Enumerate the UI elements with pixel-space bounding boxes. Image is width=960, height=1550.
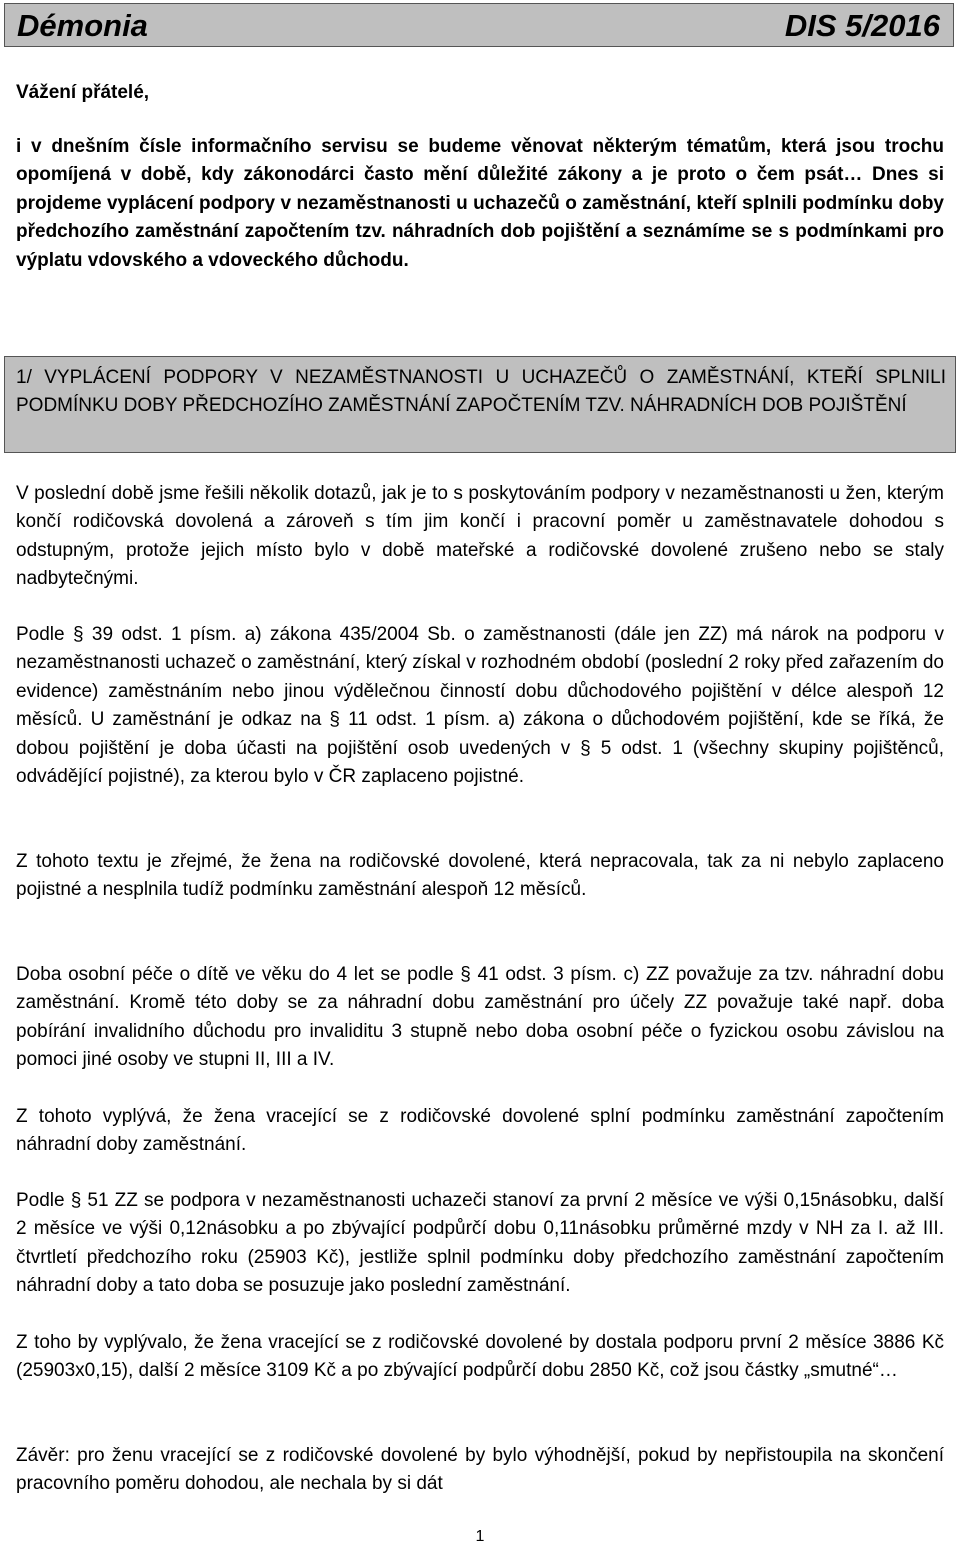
section-heading-box [4, 356, 956, 453]
intro-paragraph: i v dnešním čísle informačního servisu se budeme věnovat některým tématům, která jsou trochu opomíjená v době, kdy zákonodárci často mění důležité zákony a je proto o čem psát… Dnes si projdeme vyplácení podpory v nezaměstnanosti u uchazečů o zaměstnání, kteří splnili podmínku doby předchozího zaměstnání započtením tzv. náhradních dob pojištění a seznámíme se s podmínkami pro výplatu vdovského a vdoveckého důchodu. [16, 136, 944, 271]
salutation: Vážení přátelé, [16, 82, 150, 103]
page-number: 1 [475, 1528, 485, 1545]
paragraph-6: Podle § 51 ZZ se podpora v nezaměstnanosti uchazeči stanoví za první 2 měsíce ve výši 0,15násobku, další 2 měsíce ve výši 0,12násobku a po zbývající podpůrčí dobu 0,11násobku průměrné mzdy v NH za I. až III. čtvrtletí předchozího roku (25903 Kč), jestliže splnil podmínku doby předchozího zaměstnání započtením náhradní doby a tato doba se posuzuje jako poslední zaměstnání. [16, 1190, 944, 1297]
paragraph-8: Závěr: pro ženu vracející se z rodičovské dovolené by bylo výhodnější, pokud by nepřistoupila na skončení pracovního poměru dohodou, ale nechala by si dát [16, 1445, 944, 1495]
paragraph-5: Z tohoto vyplývá, že žena vracející se z rodičovské dovolené splní podmínku zaměstnání započtením náhradní doby zaměstnání. [16, 1106, 944, 1156]
paragraph-7: Z toho by vyplývalo, že žena vracející se z rodičovské dovolené by dostala podporu první 2 měsíce 3886 Kč (25903x0,15), další 2 měsíce 3109 Kč a po zbývající podpůrčí dobu 2850 Kč, což jsou částky „smutné“… [16, 1332, 944, 1382]
newsletter-title: Démonia [17, 8, 148, 43]
newsletter-header [4, 3, 954, 47]
section-heading: 1/ VYPLÁCENÍ PODPORY V NEZAMĚSTNANOSTI U UCHAZEČŮ O ZAMĚSTNÁNÍ, KTEŘÍ SPLNILI PODMÍNKU DOBY PŘEDCHOZÍHO ZAMĚSTNÁNÍ ZAPOČTENÍM TZV. NÁHRADNÍCH DOB POJIŠTĚNÍ [16, 367, 946, 417]
paragraph-3: Z tohoto textu je zřejmé, že žena na rodičovské dovolené, která nepracovala, tak za ni nebylo zaplaceno pojistné a nesplnila tudíž podmínku zaměstnání alespoň 12 měsíců. [16, 851, 944, 901]
paragraph-2: Podle § 39 odst. 1 písm. a) zákona 435/2004 Sb. o zaměstnanosti (dále jen ZZ) má nárok na podporu v nezaměstnanosti uchazeč o zaměstnání, který získal v rozhodném období (poslední 2 roky před zařazením do evidence) zaměstnáním nebo jinou výdělečnou činností dobu důchodového pojištění v délce alespoň 12 měsíců. U zaměstnání je odkaz na § 11 odst. 1 písm. a) zákona o důchodovém pojištění, kde se říká, že dobou pojištění je doba účasti na pojištění osob uvedených v § 5 odst. 1 (všechny skupiny pojištěnců, odvádějící pojistné), za kterou bylo v ČR zaplaceno pojistné. [16, 624, 944, 788]
paragraph-1: V poslední době jsme řešili několik dotazů, jak je to s poskytováním podpory v nezaměstnanosti u žen, kterým končí rodičovská dovolená a zároveň s tím jim končí i pracovní poměr u zaměstnavatele dohodou s odstupným, protože jejich místo bylo v době mateřské a rodičovské dovolené zrušeno nebo se staly nadbytečnými. [16, 483, 944, 590]
issue-number: DIS 5/2016 [784, 8, 940, 43]
paragraph-4: Doba osobní péče o dítě ve věku do 4 let se podle § 41 odst. 3 písm. c) ZZ považuje za tzv. náhradní dobu zaměstnání. Kromě této doby se za náhradní dobu zaměstnání pro účely ZZ považuje také např. doba pobírání invalidního důchodu pro invaliditu 3 stupně nebo doba osobní péče o fyzickou osobu závislou na pomoci jiné osoby ve stupni II, III a IV. [16, 964, 944, 1071]
